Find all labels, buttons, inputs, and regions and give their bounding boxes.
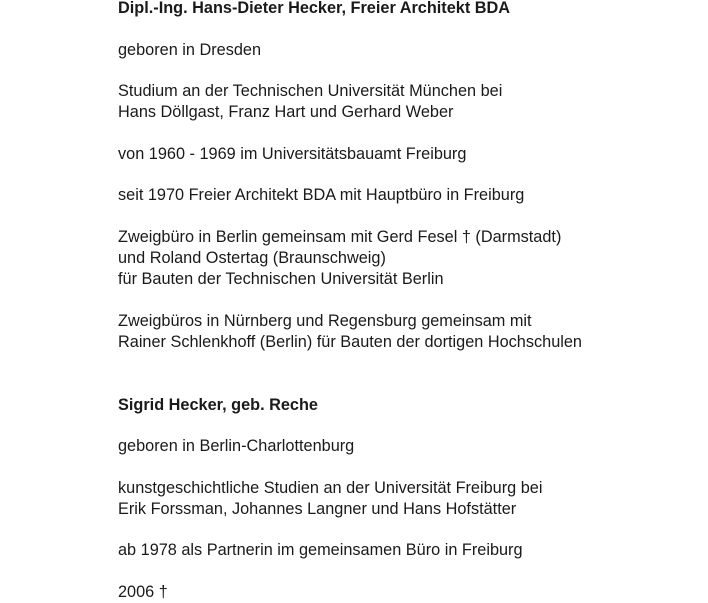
berlin-office-text-line-2: und Roland Ostertag (Braunschweig) — [118, 248, 386, 267]
studies-text-line-1: kunstgeschichtliche Studien an der Universität Freiburg bei — [118, 478, 543, 497]
biography-hans-dieter-hecker — [118, 0, 698, 353]
career-text-1970: seit 1970 Freier Architekt BDA mit Hauptbüro in Freiburg — [118, 186, 525, 205]
partnership-text: ab 1978 als Partnerin im gemeinsamen Büro in Freiburg — [118, 541, 523, 560]
death-year-text: 2006 † — [118, 582, 168, 601]
berlin-office-text-line-3: für Bauten der Technischen Universität Berlin — [118, 269, 444, 288]
person-name-heading: Dipl.-Ing. Hans-Dieter Hecker, Freier Architekt BDA — [118, 0, 511, 17]
branch-offices-text-line-1: Zweigbüros in Nürnberg und Regensburg gemeinsam mit — [118, 311, 532, 330]
person-name-heading: Sigrid Hecker, geb. Reche — [118, 395, 318, 414]
biography-sigrid-hecker — [118, 395, 698, 603]
birthplace-text: geboren in Berlin-Charlottenburg — [118, 437, 355, 456]
education-text-line-2: Hans Döllgast, Franz Hart und Gerhard Weber — [118, 103, 454, 122]
career-text-1960: von 1960 - 1969 im Universitätsbauamt Freiburg — [118, 144, 467, 163]
branch-offices-text-line-2: Rainer Schlenkhoff (Berlin) für Bauten der dortigen Hochschulen — [118, 332, 582, 351]
biography-page — [118, 0, 698, 603]
education-text-line-1: Studium an der Technischen Universität München bei — [118, 82, 503, 101]
berlin-office-text-line-1: Zweigbüro in Berlin gemeinsam mit Gerd Fesel † (Darmstadt) — [118, 227, 562, 246]
birthplace-text: geboren in Dresden — [118, 40, 262, 59]
studies-text-line-2: Erik Forssman, Johannes Langner und Hans Hofstätter — [118, 499, 517, 518]
